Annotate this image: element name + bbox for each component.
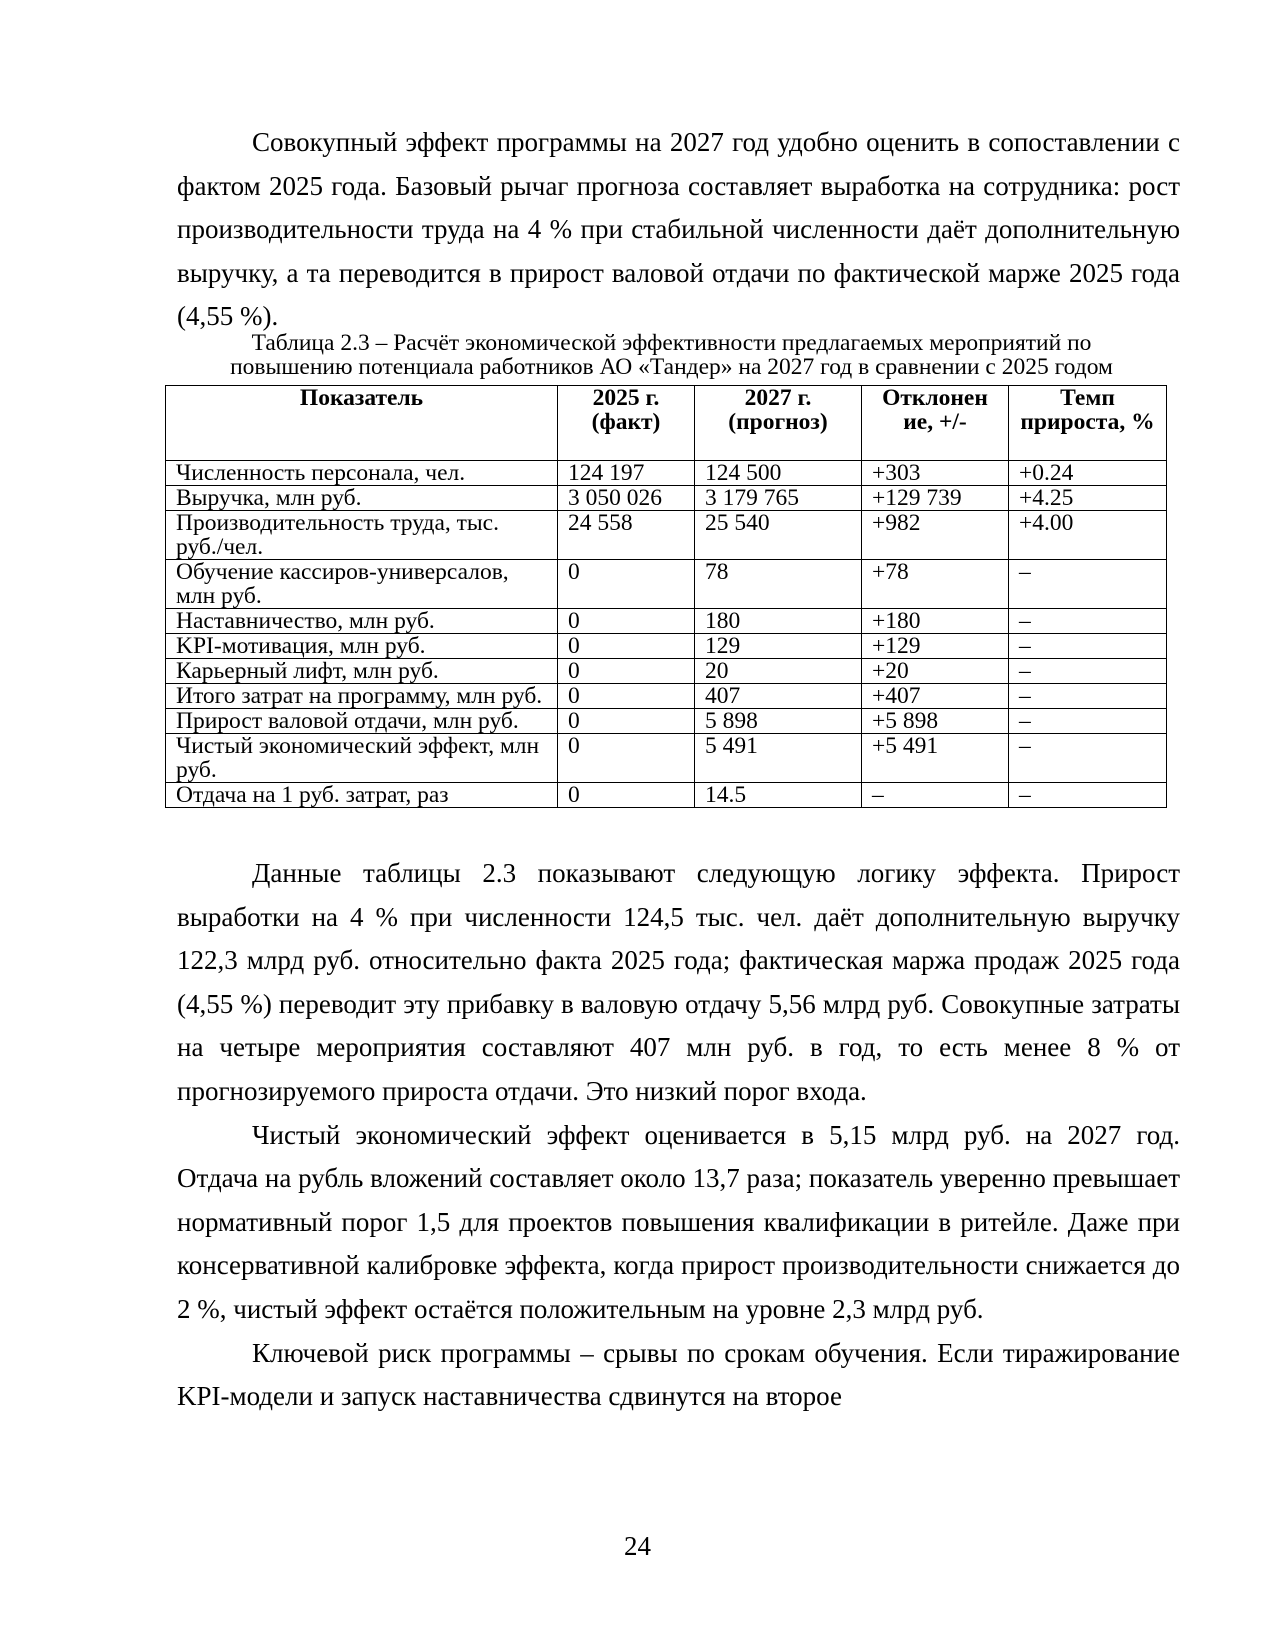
cell-2027: 129 <box>695 634 862 659</box>
cell-growth: – <box>1009 709 1167 734</box>
cell-deviation: +303 <box>862 461 1009 486</box>
cell-indicator: Обучение кассиров-универсалов, млн руб. <box>166 560 558 609</box>
cell-2025: 0 <box>558 659 695 684</box>
cell-2025: 0 <box>558 709 695 734</box>
cell-deviation: +129 739 <box>862 486 1009 511</box>
cell-growth: – <box>1009 659 1167 684</box>
cell-2027: 407 <box>695 684 862 709</box>
cell-deviation: +129 <box>862 634 1009 659</box>
cell-growth: – <box>1009 684 1167 709</box>
paragraph-intro <box>177 121 1180 339</box>
cell-2025: 3 050 026 <box>558 486 695 511</box>
table-row <box>166 511 1167 560</box>
header-indicator: Показатель <box>166 386 558 461</box>
paragraph-text: Данные таблицы 2.3 показывают следующую логику эффекта. Прирост выработки на 4 % при численности 124,5 тыс. чел. даёт дополнительную выручку 122,3 млрд руб. относительно факта 2025 года; фактическая маржа продаж 2025 года (4,55 %) переводит эту прибавку в валовую отдачу 5,56 млрд руб. Совокупные затраты на четыре мероприятия составляют 407 млн руб. в год, то есть менее 8 % от прогнозируемого прироста отдачи. Это низкий порог входа. <box>177 858 1180 1106</box>
cell-indicator: Карьерный лифт, млн руб. <box>166 659 558 684</box>
paragraph-text: Чистый экономический эффект оценивается в 5,15 млрд руб. на 2027 год. Отдача на рубль вложений составляет около 13,7 раза; показатель уверенно превышает нормативный порог 1,5 для проектов повышения квалификации в ритейле. Даже при консервативной калибровке эффекта, когда прирост производительности снижается до 2 %, чистый эффект остаётся положительным на уровне 2,3 млрд руб. <box>177 1119 1180 1324</box>
cell-2027: 3 179 765 <box>695 486 862 511</box>
cell-2025: 0 <box>558 560 695 609</box>
table-row <box>166 461 1167 486</box>
cell-indicator: Производительность труда, тыс. руб./чел. <box>166 511 558 560</box>
cell-deviation: – <box>862 783 1009 808</box>
page-number: 24 <box>624 1531 651 1561</box>
table-header-row <box>166 386 1167 461</box>
table-row <box>166 609 1167 634</box>
cell-growth: – <box>1009 609 1167 634</box>
header-deviation: Отклонен ие, +/- <box>862 386 1009 461</box>
cell-growth: +4.25 <box>1009 486 1167 511</box>
cell-2027: 124 500 <box>695 461 862 486</box>
header-growth: Темп прироста, % <box>1009 386 1167 461</box>
cell-deviation: +20 <box>862 659 1009 684</box>
cell-deviation: +982 <box>862 511 1009 560</box>
cell-2027: 20 <box>695 659 862 684</box>
cell-2027: 25 540 <box>695 511 862 560</box>
table-row <box>166 709 1167 734</box>
cell-indicator: Отдача на 1 руб. затрат, раз <box>166 783 558 808</box>
cell-growth: +0.24 <box>1009 461 1167 486</box>
cell-2027: 5 898 <box>695 709 862 734</box>
cell-growth: – <box>1009 560 1167 609</box>
table-caption-line-1: Таблица 2.3 – Расчёт экономической эффективности предлагаемых мероприятий по <box>251 330 1092 356</box>
cell-2025: 124 197 <box>558 461 695 486</box>
cell-deviation: +407 <box>862 684 1009 709</box>
body-text <box>177 852 1180 1419</box>
cell-indicator: Чистый экономический эффект, млн руб. <box>166 734 558 783</box>
cell-growth: – <box>1009 734 1167 783</box>
cell-2025: 0 <box>558 634 695 659</box>
cell-deviation: +78 <box>862 560 1009 609</box>
cell-indicator: KPI-мотивация, млн руб. <box>166 634 558 659</box>
cell-2025: 0 <box>558 684 695 709</box>
cell-2025: 0 <box>558 783 695 808</box>
cell-2027: 78 <box>695 560 862 609</box>
table-row <box>166 486 1167 511</box>
cell-indicator: Итого затрат на программу, млн руб. <box>166 684 558 709</box>
table-row <box>166 783 1167 808</box>
cell-indicator: Выручка, млн руб. <box>166 486 558 511</box>
cell-indicator: Численность персонала, чел. <box>166 461 558 486</box>
table-row <box>166 684 1167 709</box>
efficiency-table <box>165 385 1167 808</box>
table-caption-line-2: повышению потенциала работников АО «Тандер» на 2027 год в сравнении с 2025 годом <box>230 354 1113 380</box>
cell-2027: 5 491 <box>695 734 862 783</box>
header-2027: 2027 г. (прогноз) <box>695 386 862 461</box>
cell-2027: 180 <box>695 609 862 634</box>
header-2025: 2025 г. (факт) <box>558 386 695 461</box>
cell-2025: 0 <box>558 734 695 783</box>
cell-deviation: +5 898 <box>862 709 1009 734</box>
cell-growth: – <box>1009 783 1167 808</box>
cell-growth: +4.00 <box>1009 511 1167 560</box>
table-row <box>166 734 1167 783</box>
cell-growth: – <box>1009 634 1167 659</box>
paragraph-text: Совокупный эффект программы на 2027 год удобно оценить в сопоставлении с фактом 2025 года. Базовый рычаг прогноза составляет выработка на сотрудника: рост производительности труда на 4 % при стабильной численности даёт дополнительную выручку, а та переводится в прирост валовой отдачи по фактической марже 2025 года (4,55 %). <box>177 127 1180 332</box>
cell-deviation: +180 <box>862 609 1009 634</box>
table-row <box>166 634 1167 659</box>
cell-indicator: Наставничество, млн руб. <box>166 609 558 634</box>
table-row <box>166 560 1167 609</box>
table-row <box>166 659 1167 684</box>
cell-2027: 14.5 <box>695 783 862 808</box>
cell-2025: 24 558 <box>558 511 695 560</box>
table-caption <box>165 331 1178 379</box>
paragraph-text: Ключевой риск программы – срывы по срокам обучения. Если тиражирование KPI-модели и запуск наставничества сдвинутся на второе <box>177 1337 1180 1412</box>
cell-deviation: +5 491 <box>862 734 1009 783</box>
cell-indicator: Прирост валовой отдачи, млн руб. <box>166 709 558 734</box>
cell-2025: 0 <box>558 609 695 634</box>
